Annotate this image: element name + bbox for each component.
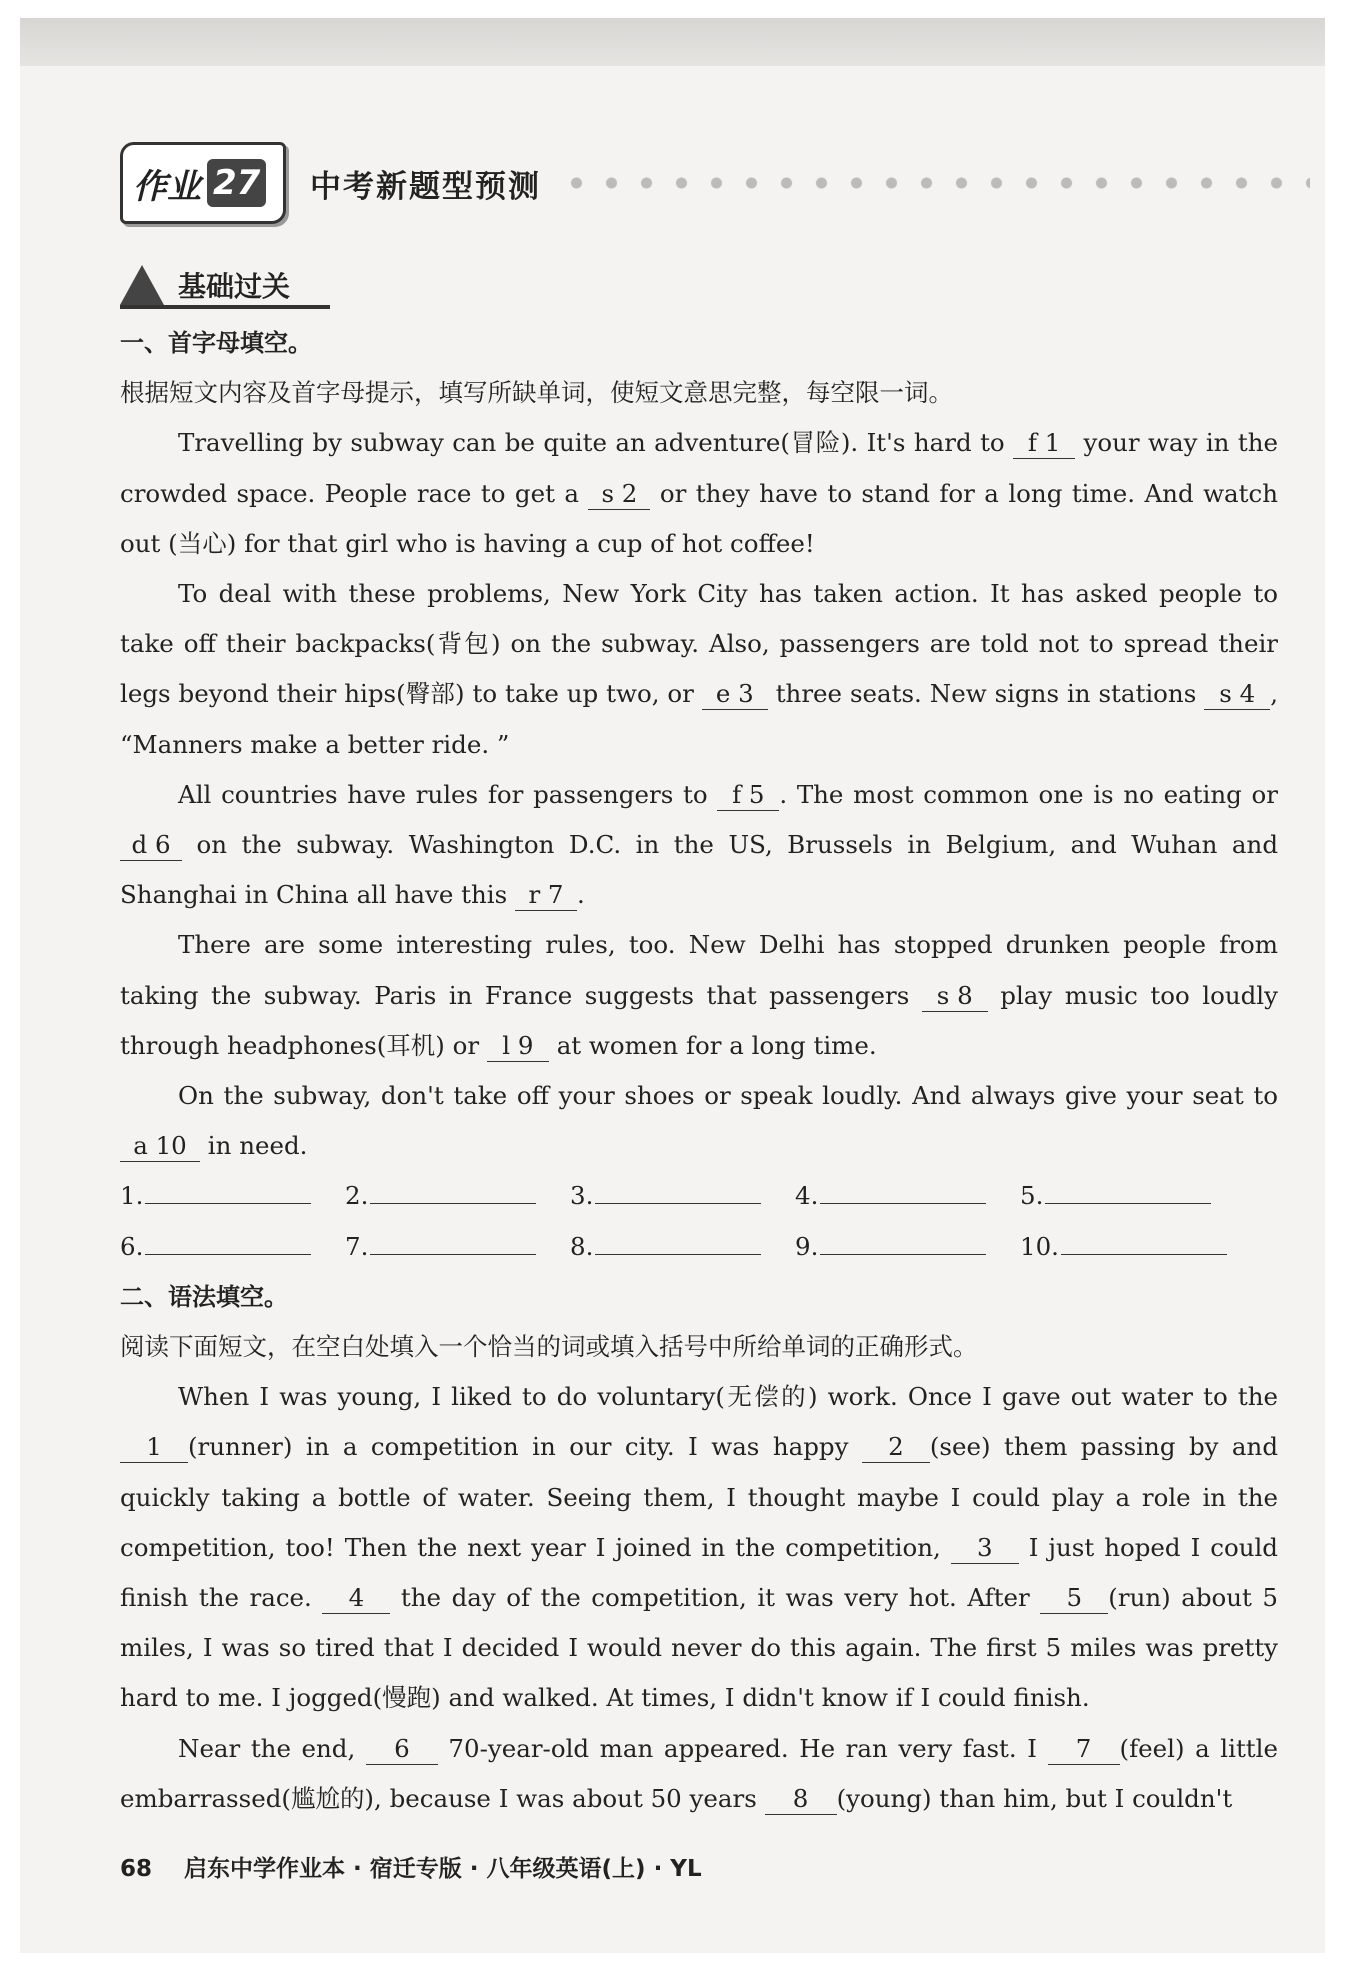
grammar-blank-4[interactable]: 4 bbox=[322, 1583, 390, 1614]
lesson-badge bbox=[120, 142, 286, 224]
section-title: 基础过关 bbox=[178, 270, 291, 303]
grammar-blank-5[interactable]: 5 bbox=[1040, 1583, 1108, 1614]
answer-slot bbox=[570, 1222, 795, 1272]
answer-label: 4. bbox=[795, 1181, 819, 1211]
text: I just hoped I could finish the race. bbox=[120, 1532, 1278, 1613]
text: (see) them passing by and quickly taking a bottle of water. Seeing them, I thought maybe I could play a role in the competition, too! Then the next year I joined in the competition, bbox=[120, 1432, 1278, 1562]
text: (young) than him, but I couldn't bbox=[836, 1783, 1233, 1813]
answer-line[interactable] bbox=[145, 1230, 311, 1255]
answer-line[interactable] bbox=[370, 1230, 536, 1255]
answer-label: 2. bbox=[345, 1181, 369, 1211]
answer-line[interactable] bbox=[370, 1179, 536, 1204]
text: All countries have rules for passengers to bbox=[178, 779, 718, 809]
text: your way in the crowded space. People race to get a bbox=[120, 428, 1278, 508]
part2-paragraph-2 bbox=[120, 1724, 1278, 1824]
grammar-blank-3[interactable]: 3 bbox=[951, 1533, 1019, 1564]
triangle-icon bbox=[120, 265, 164, 305]
grammar-blank-6[interactable]: 6 bbox=[366, 1734, 438, 1765]
text: On the subway, don't take off your shoes or speak loudly. And always give your seat to bbox=[178, 1081, 1278, 1111]
answer-label: 9. bbox=[795, 1231, 819, 1261]
answer-label: 5. bbox=[1020, 1181, 1044, 1211]
section-heading bbox=[120, 265, 330, 309]
part1-instruction: 根据短文内容及首字母提示，填写所缺单词，使短文意思完整，每空限一词。 bbox=[120, 378, 953, 408]
answer-label: 10. bbox=[1020, 1231, 1059, 1261]
answer-label: 1. bbox=[120, 1181, 144, 1211]
answer-line[interactable] bbox=[145, 1179, 311, 1204]
text: (run) about 5 miles, I was so tired that I decided I would never do this again. The first 5 miles was pretty hard to me. I jogged(慢跑) and walked. At times, I didn't know if I could finish. bbox=[120, 1583, 1279, 1713]
answer-line[interactable] bbox=[820, 1230, 986, 1255]
answer-slot bbox=[795, 1171, 1020, 1221]
text: 70-year-old man appeared. He ran very fast. I bbox=[437, 1733, 1048, 1763]
text: , “Manners make a better ride. ” bbox=[120, 679, 1279, 759]
part1-paragraph-3 bbox=[120, 770, 1278, 921]
page-footer bbox=[120, 1850, 702, 1883]
blank-2[interactable]: s 2 bbox=[588, 479, 650, 510]
answer-slot bbox=[1020, 1222, 1245, 1272]
blank-8[interactable]: s 8 bbox=[922, 981, 988, 1012]
answer-slot bbox=[345, 1171, 570, 1221]
answer-label: 8. bbox=[570, 1231, 594, 1261]
grammar-blank-1[interactable]: 1 bbox=[120, 1432, 188, 1463]
answer-line[interactable] bbox=[595, 1179, 761, 1204]
part2-heading: 二、语法填空。 bbox=[120, 1282, 288, 1311]
answer-label: 7. bbox=[345, 1231, 369, 1261]
answer-line[interactable] bbox=[1045, 1179, 1211, 1204]
blank-6[interactable]: d 6 bbox=[120, 830, 182, 861]
exercise-content bbox=[120, 318, 1278, 1824]
blank-3[interactable]: e 3 bbox=[702, 679, 768, 710]
grammar-blank-2[interactable]: 2 bbox=[862, 1432, 930, 1463]
answer-line[interactable] bbox=[595, 1230, 761, 1255]
text: (feel) a little embarrassed(尴尬的), because I was about 50 years bbox=[120, 1733, 1278, 1813]
text: play music too loudly through headphones(耳机) or bbox=[120, 980, 1278, 1060]
text: Travelling by subway can be quite an adventure(冒险). It's hard to bbox=[178, 428, 1014, 458]
answer-row-2 bbox=[120, 1222, 1278, 1272]
answer-row-1 bbox=[120, 1171, 1278, 1221]
badge-label: 作业 bbox=[133, 166, 201, 207]
text: When I was young, I liked to do voluntary(无偿的) work. Once I gave out water to the bbox=[178, 1382, 1278, 1412]
blank-9[interactable]: l 9 bbox=[487, 1031, 549, 1062]
text: on the subway. Washington D.C. in the US, Brussels in Belgium, and Wuhan and Shanghai in China all have this bbox=[120, 830, 1278, 910]
text: Near the end, bbox=[178, 1733, 366, 1763]
text: To deal with these problems, New York City has taken action. It has asked people to take off their backpacks(背包) on the subway. Also, passengers are told not to spread their legs beyond their hips(臀部) to take up two, or bbox=[120, 579, 1278, 709]
answer-label: 6. bbox=[120, 1231, 144, 1261]
part1-paragraph-5 bbox=[120, 1071, 1278, 1171]
page-number: 68 bbox=[120, 1856, 153, 1882]
blank-4[interactable]: s 4 bbox=[1204, 679, 1270, 710]
blank-5[interactable]: f 5 bbox=[717, 780, 779, 811]
text: or they have to stand for a long time. And watch out (当心) for that girl who is having a cup of hot coffee! bbox=[120, 478, 1278, 558]
book-title: 启东中学作业本 · 宿迁专版 · 八年级英语(上) · YL bbox=[184, 1856, 702, 1882]
part1-paragraph-2 bbox=[120, 569, 1278, 770]
text: at women for a long time. bbox=[548, 1030, 877, 1060]
blank-7[interactable]: r 7 bbox=[515, 880, 577, 911]
answer-slot bbox=[120, 1171, 345, 1221]
part2-instruction: 阅读下面短文，在空白处填入一个恰当的词或填入括号中所给单词的正确形式。 bbox=[120, 1332, 978, 1362]
blank-1[interactable]: f 1 bbox=[1013, 428, 1075, 459]
part1-heading: 一、首字母填空。 bbox=[120, 329, 312, 357]
lesson-header bbox=[120, 143, 1310, 223]
lesson-title: 中考新题型预测 bbox=[310, 168, 541, 205]
grammar-blank-8[interactable]: 8 bbox=[765, 1784, 837, 1815]
part1-paragraph-4 bbox=[120, 920, 1278, 1071]
part2-paragraph-1 bbox=[120, 1372, 1278, 1723]
text: three seats. New signs in stations bbox=[767, 679, 1205, 709]
section-underline bbox=[120, 305, 330, 309]
answer-slot bbox=[795, 1222, 1020, 1272]
blank-10[interactable]: a 10 bbox=[120, 1131, 200, 1162]
answer-slot bbox=[1020, 1171, 1245, 1221]
text: . The most common one is no eating or bbox=[779, 779, 1278, 809]
answer-slot bbox=[120, 1222, 345, 1272]
text: the day of the competition, it was very hot. After bbox=[390, 1583, 1041, 1613]
badge-number: 27 bbox=[207, 159, 266, 207]
text: in need. bbox=[200, 1131, 308, 1161]
top-band bbox=[20, 18, 1325, 66]
answer-line[interactable] bbox=[1061, 1230, 1227, 1255]
text: There are some interesting rules, too. New Delhi has stopped drunken people from taking the subway. Paris in France suggests that passengers bbox=[120, 930, 1278, 1010]
decorative-dots bbox=[559, 177, 1310, 189]
text: . bbox=[576, 880, 585, 910]
answer-slot bbox=[345, 1222, 570, 1272]
answer-label: 3. bbox=[570, 1181, 594, 1211]
answer-slot bbox=[570, 1171, 795, 1221]
part1-paragraph-1 bbox=[120, 418, 1278, 569]
grammar-blank-7[interactable]: 7 bbox=[1048, 1734, 1120, 1765]
text: (runner) in a competition in our city. I was happy bbox=[188, 1432, 862, 1462]
answer-line[interactable] bbox=[820, 1179, 986, 1204]
